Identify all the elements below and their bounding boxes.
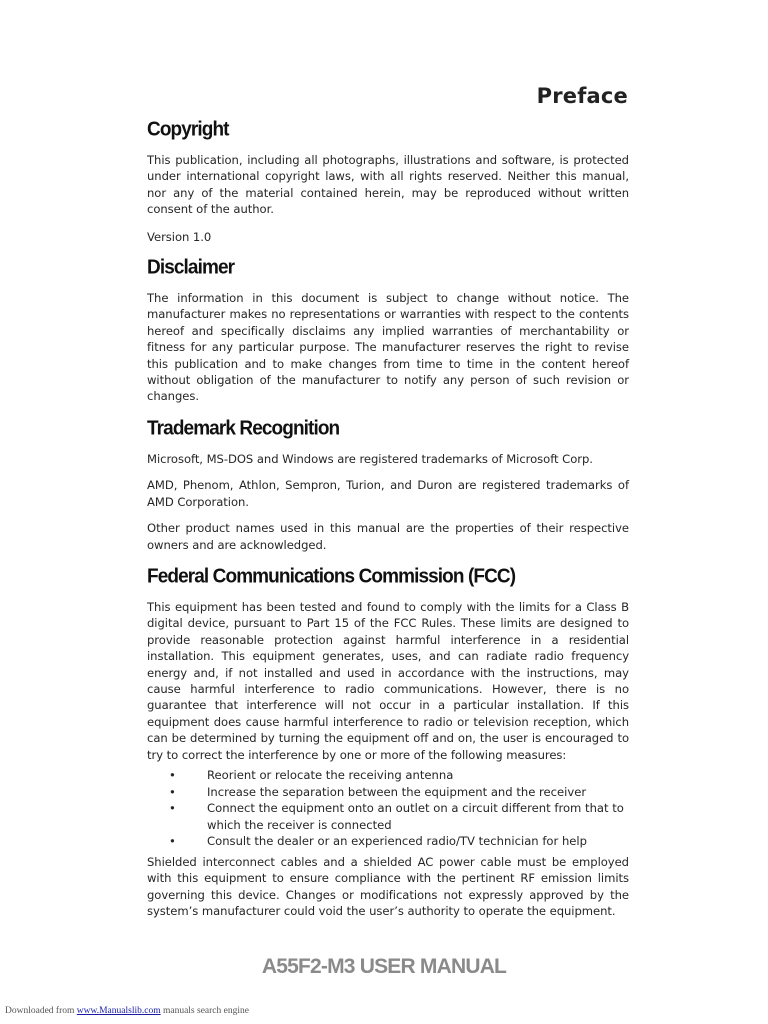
disclaimer-heading: Disclaimer [147,256,235,279]
manual-title-footer: A55F2-M3 USER MANUAL [261,955,507,978]
list-item [147,800,629,833]
list-item-text: Connect the equipment onto an outlet on a circuit different from that to which the receiver is connected [207,801,624,832]
bullet-icon: • [169,801,176,816]
fcc-measures-list [147,767,629,850]
list-item [147,833,629,850]
fcc-closing-paragraph: Shielded interconnect cables and a shielded AC power cable must be employed with this equipment to ensure compliance with the pertinent RF emission limits governing this device. Changes or modifications not expressly approved by the system’s manufacturer could void the user’s authority to operate the equipment. [147,854,629,919]
trademark-paragraph: AMD, Phenom, Athlon, Sempron, Turion, and Duron are registered trademarks of AMD Corporation. [147,478,629,509]
bullet-icon: • [169,834,176,849]
list-item-text: Increase the separation between the equipment and the receiver [207,784,587,799]
list-item [147,767,629,784]
version-text: Version 1.0 [147,229,212,244]
download-suffix: manuals search engine [162,1006,249,1016]
download-source-note [5,1006,249,1016]
list-item [147,784,629,801]
list-item-text: Consult the dealer or an experienced radio/TV technician for help [207,834,588,849]
trademark-paragraph: Microsoft, MS-DOS and Windows are registered trademarks of Microsoft Corp. [147,451,593,466]
bullet-icon: • [169,784,176,799]
bullet-icon: • [169,767,176,782]
disclaimer-paragraph: The information in this document is subject to change without notice. The manufacturer makes no representations or warranties with respect to the contents hereof and specifically disclaims any implied warranties of merchantability or fitness for any particular purpose. The manufacturer reserves the right to revise this publication and to make changes from time to time in the content hereof without obligation of the manufacturer to notify any person of such revision or changes. [147,291,629,404]
trademark-heading: Trademark Recognition [147,416,340,440]
fcc-heading: Federal Communications Commission (FCC) [147,564,516,588]
download-prefix: Downloaded from [5,1006,75,1016]
page-content [147,118,629,920]
fcc-paragraph: This equipment has been tested and found to comply with the limits for a Class B digital device, pursuant to Part 15 of the FCC Rules. These limits are designed to provide reasonable protection against harmful interference in a residential installation. This equipment generates, uses, and can radiate radio frequency energy and, if not installed and used in accordance with the instructions, may cause harmful interference to radio communications. However, there is no guarantee that interference will not occur in a particular installation. If this equipment does cause harmful interference to radio or television reception, which can be determined by turning the equipment off and on, the user is encouraged to try to correct the interference by one or more of the following measures: [147,599,629,762]
manualslib-link[interactable]: www.Manualslib.com [76,1006,161,1016]
copyright-paragraph: This publication, including all photographs, illustrations and software, is protected under international copyright laws, with all rights reserved. Neither this manual, nor any of the material contained herein, may be reproduced without written consent of the author. [147,153,629,217]
list-item-text: Reorient or relocate the receiving antenna [207,767,454,782]
trademark-paragraph: Other product names used in this manual are the properties of their respective owners and are acknowledged. [147,521,629,552]
copyright-heading: Copyright [147,118,229,141]
section-title: Preface [536,84,628,108]
